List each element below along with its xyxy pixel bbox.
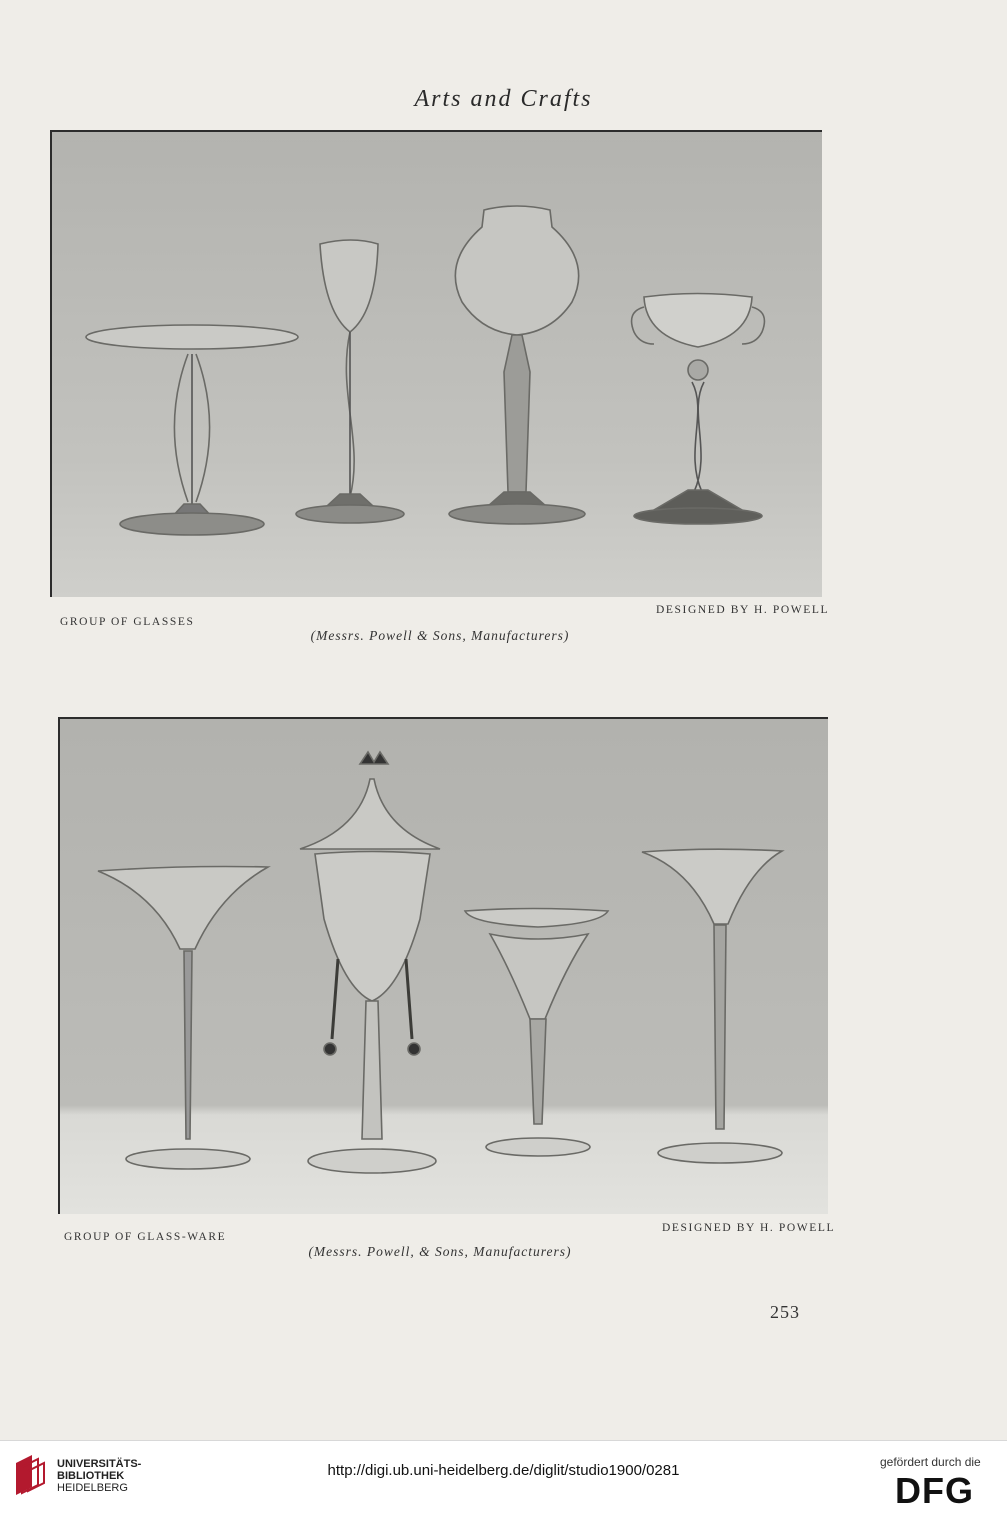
glasses-photo xyxy=(52,132,822,597)
caption-left: GROUP OF GLASS-WARE xyxy=(64,1231,227,1243)
photo-group-of-glass-ware xyxy=(58,717,828,1214)
funded-by-text: gefördert durch die xyxy=(880,1455,981,1469)
library-name: UNIVERSITÄTS- BIBLIOTHEK HEIDELBERG xyxy=(57,1458,142,1494)
credit-line: (Messrs. Powell & Sons, Manufacturers) xyxy=(310,628,570,643)
credit-line: (Messrs. Powell, & Sons, Manufacturers) xyxy=(308,1244,572,1259)
caption-right: DESIGNED BY H. POWELL xyxy=(656,604,830,616)
source-url[interactable]: http://digi.ub.uni-heidelberg.de/diglit/studio1900/0281 xyxy=(327,1462,680,1479)
dfg-logo: DFG xyxy=(895,1470,974,1511)
photo-group-of-glasses xyxy=(50,130,822,597)
glass-ware-photo xyxy=(60,719,828,1214)
running-title: Arts and Crafts xyxy=(414,86,593,112)
caption-right: DESIGNED BY H. POWELL xyxy=(662,1222,836,1234)
page-number: 253 xyxy=(770,1302,800,1322)
caption-left: GROUP OF GLASSES xyxy=(60,616,195,628)
